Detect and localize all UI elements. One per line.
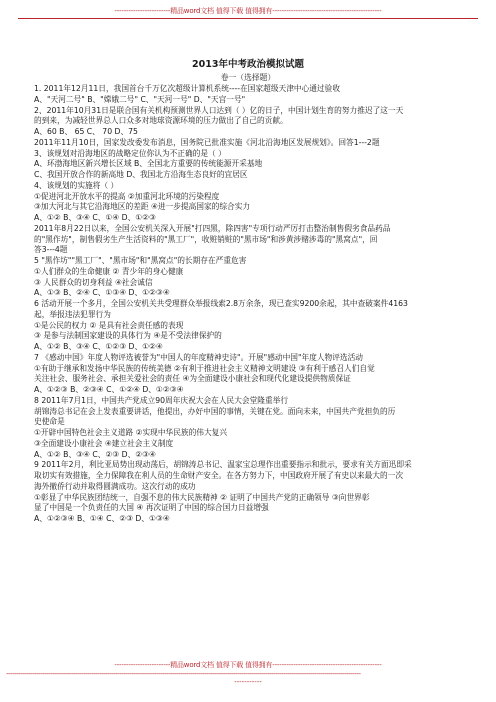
text-line: A、①②③ B、②③④ C、①②④ D、①②③④ — [34, 385, 184, 394]
text-line: 5 "黑作坊""黑工厂"、"黑市场"和"黑窝点"的长期存在严重危害 — [34, 256, 247, 265]
text-line: 起，举报违法犯罪行为 — [34, 309, 111, 319]
text-line: 胡锦涛总书记在会上发表重要讲话，他提出，办好中国的事情，关键在党。面向未来，中国共产党担负的历 — [34, 406, 396, 416]
text-line: ③全面建设小康社会 ④建立社会主义制度 — [34, 438, 174, 448]
text-line: ①彰显了中华民族团结统一，自强不息的伟大民族精神 ② 证明了中国共产党的正确领导 ③向世界彰 — [34, 492, 370, 502]
text-line: 9 2011年2月，利比亚局势出现动荡后，胡锦涛总书记、温家宝总理作出重要指示和批示，要求有关方面迅即采 — [34, 460, 412, 470]
text-line: 史使命是 — [34, 417, 65, 427]
text-line: ③ 是参与法制国家建设的具体行为 ④是不受法律保护的 — [34, 331, 222, 341]
text-line: 2、2011年10月31日是联合国有关机构预测世界人口达到（ ）亿的日子，中国计划生育的努力推迟了这一天 — [34, 105, 404, 115]
text-line: A、①③ B、②④ C、①③④ D、①②③④ — [34, 288, 170, 298]
text-line: 7 《感动中国》年度人物评选被誉为"中国人的年度精神史诗"。开展"感动中国"年度人物评选活动 — [34, 352, 363, 362]
question-body — [34, 84, 474, 525]
text-line: 8 2011年7月1日，中国共产党成立90周年庆祝大会在人民大会堂隆重举行 — [34, 395, 289, 405]
text-line: 2011年8月22日以来，全国公安机关深入开展"打四黑，除四害"专项行动严厉打击整治制售假劣食品药品 — [34, 223, 391, 233]
text-line: 的到来，为减轻世界总人口众多对地球资源环境的压力做出了自己的贡献。 — [34, 116, 288, 126]
text-line: 海外撤侨行动并取得圆满成功。这次行动的成功 — [34, 481, 196, 491]
header-rule — [18, 18, 478, 19]
text-line: 6 活动开展一个多月，全国公安机关共受理群众举报线索2.8万余条，现已查实9200余起，其中查破案件4163 — [34, 299, 408, 308]
text-line: A、①②③④ B、①④ C、②③ D、①③④ — [34, 514, 170, 523]
footer-dash-line-short: ----------- — [234, 678, 262, 686]
exam-title: 2013年中考政治模拟试题 — [192, 59, 304, 70]
text-line: A、①② B、③④ C、①②③ D、①②④ — [34, 342, 163, 351]
footer-banner: ------------------------精品word文档 值得下载 值得拥有----------------------------------------------- — [114, 661, 382, 669]
text-line: 1. 2011年12月11日，我国首台千万亿次超级计算机系统----在国家超级天津中心通过验收 — [34, 84, 341, 93]
footer-dash-line: ------------------------------------------------------------------------------------------------------------------------------------------------------------------------------- — [6, 670, 361, 678]
text-line: ①是公民的权力 ② 是具有社会责任感的表现 — [34, 320, 184, 330]
text-line: ①开辟中国特色社会主义道路 ②实现中华民族的伟大复兴 — [34, 428, 228, 437]
section-subtitle: 卷一（选择题） — [220, 73, 276, 82]
text-line: A、"天河二号" B、"嫦娥二号" C、"天河一号" D、"天宫一号" — [34, 94, 246, 104]
text-line: A、60 B、 65 C、 70 D、75 — [34, 127, 138, 136]
text-line: A、①② B、③④ C、①④ D、①②③ — [34, 213, 156, 222]
text-line: 3、该规划对沿海地区的战略定位你认为不正确的是（ ） — [34, 148, 226, 158]
text-line: C、我国开放合作的新高地 D、我国北方沿海生态良好的宜居区 — [34, 170, 248, 179]
header-banner: ------------------------精品word文档 值得下载 值得拥有----------------------------------------------- — [114, 7, 382, 15]
text-line: 答3---4题 — [34, 245, 68, 255]
text-line: 关注社会、服务社会、承担关爱社会的责任 ④为全面建设小康社会和现代化建设提供物质保证 — [34, 374, 351, 384]
text-line: ①人们群众的生命健康 ② 青少年的身心健康 — [34, 266, 184, 276]
text-line: ①有助于继承和发扬中华民族的传统美德 ②有利于推进社会主义精神文明建设 ③有利于感召人们自觉 — [34, 363, 375, 373]
text-line: ③ 人民群众的切身利益 ④社会诚信 — [34, 277, 153, 287]
text-line: 4、该规划的实施将（ ） — [34, 180, 119, 190]
text-line: 取切实有效措施，全力保障我在利人员的生命财产安全。在各方努力下，中国政府开展了有史以来最大的一次 — [34, 471, 404, 480]
text-line: ③加大河北与其它沿海地区的差距 ④进一步提高国家的综合实力 — [34, 202, 251, 212]
text-line: 的"黑作坊"，制售假劣生产生活资料的"黑工厂"，收赃销赃的"黑市场"和涉黄涉赌涉毒的"黑窝点"，回 — [34, 234, 378, 244]
text-line: 2011年11月10日，国家发改委发布消息，国务院已批准实施《河北沿海地区发展规划》。回答1---2题 — [34, 137, 380, 147]
text-line: ①促进河北开放水平的提高 ②加重河北环境的污染程度 — [34, 191, 220, 201]
text-line: 显了中国是一个负责任的大国 ④ 再次证明了中国的综合国力日益增强 — [34, 503, 269, 513]
text-line: A、环渤海地区新兴增长区域 B、全国北方重要的传统能源开采基地 — [34, 159, 263, 169]
text-line: A、①② B、③④ C、②③ D、②③④ — [34, 449, 156, 459]
